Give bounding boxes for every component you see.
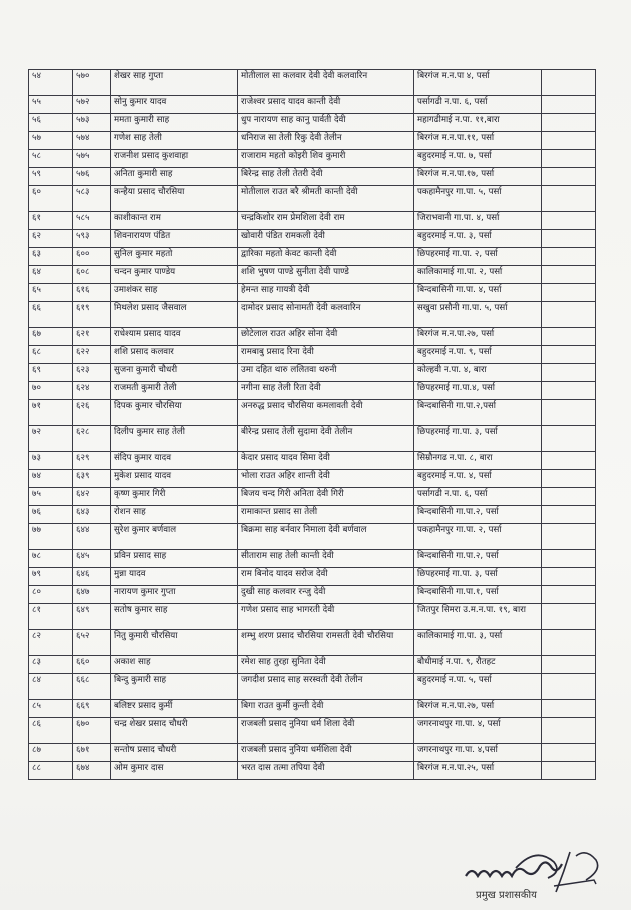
- name-cell: मिथलेश प्रसाद जैसवाल: [111, 302, 238, 328]
- roll-number-cell: ६४४: [73, 524, 111, 550]
- parents-cell: दुखी साह कलवार रन्जु देवी: [238, 586, 414, 604]
- name-cell: मुकेश प्रसाद यादव: [111, 470, 238, 488]
- roll-number-cell: ६४९: [73, 604, 111, 630]
- table-row: [29, 70, 596, 96]
- table-row: [29, 266, 596, 284]
- address-cell: पकहामैनपुर गा.पा. २, पर्सा: [414, 524, 542, 550]
- remarks-cell: [542, 762, 596, 780]
- address-cell: बिरगंज म.न.पा.१७, पर्सा: [414, 168, 542, 186]
- address-cell: बहुदरमाई न.पा. ९, पर्सा: [414, 346, 542, 364]
- parents-cell: रामाकान्त प्रसाद सा तेली: [238, 506, 414, 524]
- parents-cell: गणेश प्रसाद साह भागरती देवी: [238, 604, 414, 630]
- address-cell: छिपहरमाई गा.पा. ३, पर्सा: [414, 426, 542, 452]
- name-cell: ममता कुमारी साह: [111, 114, 238, 132]
- remarks-cell: [542, 568, 596, 586]
- address-cell: कालिकामाई गा.पा. ३, पर्सा: [414, 630, 542, 656]
- table-row: [29, 248, 596, 266]
- address-cell: बिरगंज म.न.पा.११, पर्सा: [414, 132, 542, 150]
- address-cell: जिराभवानी गा.पा. ४, पर्सा: [414, 212, 542, 230]
- roll-number-cell: ६७१: [73, 744, 111, 762]
- parents-cell: राजबली प्रसाद नुनिया धर्म शिला देवी: [238, 718, 414, 744]
- name-cell: राधेश्याम प्रसाद यादव: [111, 328, 238, 346]
- remarks-cell: [542, 150, 596, 168]
- address-cell: पकहामैनपुर गा.पा. ५, पर्सा: [414, 186, 542, 212]
- address-cell: छिपहरमाई गा.पा. ३, पर्सा: [414, 568, 542, 586]
- remarks-cell: [542, 400, 596, 426]
- table-row: [29, 568, 596, 586]
- remarks-cell: [542, 132, 596, 150]
- roll-number-cell: ५७६: [73, 168, 111, 186]
- address-cell: बिन्दबासिनी गा.पा. ४, पर्सा: [414, 284, 542, 302]
- name-cell: मुन्ना यादव: [111, 568, 238, 586]
- address-cell: जगरनाथपुर गा.पा. ४,पर्सा: [414, 744, 542, 762]
- name-cell: गणेश साह तेली: [111, 132, 238, 150]
- address-cell: पर्सागढी न.पा. ६, पर्सा: [414, 488, 542, 506]
- table-row: [29, 132, 596, 150]
- parents-cell: केदार प्रसाद यादव सिमा देवी: [238, 452, 414, 470]
- address-cell: बिन्दबासिनी गा.पा.२, पर्सा: [414, 506, 542, 524]
- address-cell: कालिकामाई गा.पा. २, पर्सा: [414, 266, 542, 284]
- serial-number-cell: ६१: [29, 212, 73, 230]
- parents-cell: राजेश्वर प्रसाद यादव कान्ती देवी: [238, 96, 414, 114]
- parents-cell: दामोदर प्रसाद सोनामती देवी कलवारिन: [238, 302, 414, 328]
- remarks-cell: [542, 744, 596, 762]
- parents-cell: अनरुद्ध प्रसाद चौरसिया कमलावती देवी: [238, 400, 414, 426]
- roll-number-cell: ५७४: [73, 132, 111, 150]
- serial-number-cell: ७१: [29, 400, 73, 426]
- address-cell: बिरगंज म.न.पा.२५, पर्सा: [414, 762, 542, 780]
- remarks-cell: [542, 346, 596, 364]
- name-cell: अकाश साह: [111, 656, 238, 674]
- remarks-cell: [542, 700, 596, 718]
- roll-number-cell: ५८३: [73, 186, 111, 212]
- remarks-cell: [542, 718, 596, 744]
- remarks-cell: [542, 488, 596, 506]
- name-cell: राजनीश प्रसाद कुशवाहा: [111, 150, 238, 168]
- serial-number-cell: ६३: [29, 248, 73, 266]
- remarks-cell: [542, 656, 596, 674]
- address-cell: बहुदरमाई न.पा. ७, पर्सा: [414, 150, 542, 168]
- name-cell: नितु कुमारी चौरसिया: [111, 630, 238, 656]
- parents-cell: रामबाबु प्रसाद रिना देवी: [238, 346, 414, 364]
- parents-cell: छोटेलाल राउत अहिर सोना देवी: [238, 328, 414, 346]
- serial-number-cell: ७३: [29, 452, 73, 470]
- name-cell: कृष्ण कुमार गिरी: [111, 488, 238, 506]
- parents-cell: राम बिनोद यादव सरोज देवी: [238, 568, 414, 586]
- parents-cell: नगीना साह तेली रिता देवी: [238, 382, 414, 400]
- roll-number-cell: ६६९: [73, 700, 111, 718]
- roll-number-cell: ६२२: [73, 346, 111, 364]
- address-cell: बहुदरमाई न.पा. ४, पर्सा: [414, 470, 542, 488]
- address-cell: सखुवा प्रसौनी गा.पा. ५, पर्सा: [414, 302, 542, 328]
- table-row: [29, 212, 596, 230]
- name-cell: रोशन साह: [111, 506, 238, 524]
- parents-cell: राजाराम महतो कोइरी शिव कुमारी: [238, 150, 414, 168]
- address-cell: बिरगंज म.न.पा ४, पर्सा: [414, 70, 542, 96]
- candidate-table: [28, 69, 596, 780]
- table-row: [29, 168, 596, 186]
- serial-number-cell: ८८: [29, 762, 73, 780]
- address-cell: बिन्दबासिनी गा.पा.२,पर्सा: [414, 400, 542, 426]
- remarks-cell: [542, 96, 596, 114]
- remarks-cell: [542, 186, 596, 212]
- roll-number-cell: ५९३: [73, 230, 111, 248]
- address-cell: सिम्रौनगढ न.पा. ८, बारा: [414, 452, 542, 470]
- remarks-cell: [542, 230, 596, 248]
- parents-cell: भरत दास तत्मा तपिया देवी: [238, 762, 414, 780]
- address-cell: बिन्दबासिनी गा.पा.२, पर्सा: [414, 550, 542, 568]
- parents-cell: शशि भुषण पाण्डे सुनीता देवी पाण्डे: [238, 266, 414, 284]
- serial-number-cell: ६६: [29, 302, 73, 328]
- remarks-cell: [542, 70, 596, 96]
- table-row: [29, 744, 596, 762]
- serial-number-cell: ८०: [29, 586, 73, 604]
- roll-number-cell: ६४३: [73, 506, 111, 524]
- name-cell: प्रविन प्रसाद साह: [111, 550, 238, 568]
- serial-number-cell: ८७: [29, 744, 73, 762]
- name-cell: सुजना कुमारी चौधरी: [111, 364, 238, 382]
- table-row: [29, 284, 596, 302]
- serial-number-cell: ६४: [29, 266, 73, 284]
- name-cell: नारायण कुमार गुप्ता: [111, 586, 238, 604]
- name-cell: संदिप कुमार यादव: [111, 452, 238, 470]
- roll-number-cell: ५८५: [73, 212, 111, 230]
- parents-cell: बिक्रमा साह बर्नवार निमाला देवी बर्णवाल: [238, 524, 414, 550]
- parents-cell: बिरेन्द्र साह तेली तेतरी देवी: [238, 168, 414, 186]
- table-row: [29, 506, 596, 524]
- serial-number-cell: ७७: [29, 524, 73, 550]
- address-cell: छिपहरमाई गा.पा. २, पर्सा: [414, 248, 542, 266]
- serial-number-cell: ५८: [29, 150, 73, 168]
- roll-number-cell: ६२६: [73, 400, 111, 426]
- name-cell: सुनिल कुमार महतो: [111, 248, 238, 266]
- name-cell: दिपक कुमार चौरसिया: [111, 400, 238, 426]
- parents-cell: राजबली प्रसाद नुनिया धर्मशिला देवी: [238, 744, 414, 762]
- name-cell: सोनु कुमार यादव: [111, 96, 238, 114]
- parents-cell: धुप नारायण साह कानु पार्वती देवी: [238, 114, 414, 132]
- serial-number-cell: ८२: [29, 630, 73, 656]
- address-cell: जगरनाथपुर गा.पा. ४, पर्सा: [414, 718, 542, 744]
- parents-cell: द्वारिका महतो केवट कान्ती देवी: [238, 248, 414, 266]
- table-row: [29, 604, 596, 630]
- remarks-cell: [542, 604, 596, 630]
- signature-title: प्रमुख प्रशासकीय: [476, 890, 537, 901]
- name-cell: बिन्दु कुमारी साह: [111, 674, 238, 700]
- serial-number-cell: ७९: [29, 568, 73, 586]
- address-cell: कोल्हवी न.पा. ४, बारा: [414, 364, 542, 382]
- roll-number-cell: ६७०: [73, 718, 111, 744]
- roll-number-cell: ६४२: [73, 488, 111, 506]
- remarks-cell: [542, 284, 596, 302]
- name-cell: बलिष्टर प्रसाद कुर्मी: [111, 700, 238, 718]
- table-row: [29, 452, 596, 470]
- address-cell: बिरगंज म.न.पा.२७, पर्सा: [414, 700, 542, 718]
- parents-cell: जगदीश प्रसाद साह सरस्वती देवी तेलीन: [238, 674, 414, 700]
- parents-cell: बिजय चन्द गिरी अनिता देवी गिरी: [238, 488, 414, 506]
- table-row: [29, 470, 596, 488]
- table-row: [29, 656, 596, 674]
- table-row: [29, 230, 596, 248]
- table-row: [29, 674, 596, 700]
- address-cell: महागढीमाई न.पा. ११,बारा: [414, 114, 542, 132]
- table-row: [29, 524, 596, 550]
- remarks-cell: [542, 674, 596, 700]
- table-row: [29, 550, 596, 568]
- table-row: [29, 302, 596, 328]
- name-cell: कन्हैया प्रसाद चौरसिया: [111, 186, 238, 212]
- remarks-cell: [542, 114, 596, 132]
- parents-cell: रमेश साह तुरहा सुनिता देवी: [238, 656, 414, 674]
- remarks-cell: [542, 506, 596, 524]
- address-cell: बिरगंज म.न.पा.२७, पर्सा: [414, 328, 542, 346]
- name-cell: ओम कुमार दास: [111, 762, 238, 780]
- serial-number-cell: ८६: [29, 718, 73, 744]
- name-cell: दिलीप कुमार साह तेली: [111, 426, 238, 452]
- serial-number-cell: ६०: [29, 186, 73, 212]
- table-row: [29, 400, 596, 426]
- serial-number-cell: ७६: [29, 506, 73, 524]
- remarks-cell: [542, 328, 596, 346]
- address-cell: पर्सागढी न.पा. ६, पर्सा: [414, 96, 542, 114]
- roll-number-cell: ५७५: [73, 150, 111, 168]
- address-cell: छिपहरमाई गा.पा.४, पर्सा: [414, 382, 542, 400]
- parents-cell: धनिराज सा तेली रिकु देवी तेलीन: [238, 132, 414, 150]
- roll-number-cell: ६४७: [73, 586, 111, 604]
- address-cell: बौधीमाई न.पा. ९, रौतहट: [414, 656, 542, 674]
- address-cell: बहुदरमाई न.पा. ३, पर्सा: [414, 230, 542, 248]
- serial-number-cell: ८४: [29, 674, 73, 700]
- roll-number-cell: ६१९: [73, 302, 111, 328]
- remarks-cell: [542, 470, 596, 488]
- roll-number-cell: ६३९: [73, 470, 111, 488]
- remarks-cell: [542, 266, 596, 284]
- table-row: [29, 150, 596, 168]
- parents-cell: शम्भु शरण प्रसाद चौरसिया रामसती देवी चौरसिया: [238, 630, 414, 656]
- serial-number-cell: ८३: [29, 656, 73, 674]
- serial-number-cell: ६९: [29, 364, 73, 382]
- roll-number-cell: ६२३: [73, 364, 111, 382]
- name-cell: राजमती कुमारी तेली: [111, 382, 238, 400]
- remarks-cell: [542, 248, 596, 266]
- parents-cell: बीरेन्द्र प्रसाद तेली सुदामा देवी तेलीन: [238, 426, 414, 452]
- parents-cell: मोतीलाल सा कलवार देवी देवी कलवारिन: [238, 70, 414, 96]
- roll-number-cell: ५७०: [73, 70, 111, 96]
- roll-number-cell: ६०८: [73, 266, 111, 284]
- parents-cell: खोवारी पंडित रामकली देवी: [238, 230, 414, 248]
- table-row: [29, 382, 596, 400]
- table-row: [29, 586, 596, 604]
- serial-number-cell: ८५: [29, 700, 73, 718]
- serial-number-cell: ५४: [29, 70, 73, 96]
- serial-number-cell: ८१: [29, 604, 73, 630]
- table-row: [29, 762, 596, 780]
- remarks-cell: [542, 212, 596, 230]
- serial-number-cell: ६५: [29, 284, 73, 302]
- remarks-cell: [542, 630, 596, 656]
- table-row: [29, 700, 596, 718]
- roll-number-cell: ६००: [73, 248, 111, 266]
- roll-number-cell: ६२८: [73, 426, 111, 452]
- serial-number-cell: ६२: [29, 230, 73, 248]
- serial-number-cell: ७२: [29, 426, 73, 452]
- roll-number-cell: ६५२: [73, 630, 111, 656]
- remarks-cell: [542, 452, 596, 470]
- remarks-cell: [542, 364, 596, 382]
- name-cell: काशीकान्त राम: [111, 212, 238, 230]
- table-row: [29, 488, 596, 506]
- parents-cell: हेमन्त साह गायत्री देवी: [238, 284, 414, 302]
- parents-cell: उमा दहित थारु ललितवा थरुनी: [238, 364, 414, 382]
- remarks-cell: [542, 168, 596, 186]
- roll-number-cell: ६२१: [73, 328, 111, 346]
- parents-cell: सीताराम साह तेली कान्ती देवी: [238, 550, 414, 568]
- address-cell: बिन्दबासिनी गा.पा.१, पर्सा: [414, 586, 542, 604]
- serial-number-cell: ७५: [29, 488, 73, 506]
- name-cell: शेखर साह गुप्ता: [111, 70, 238, 96]
- serial-number-cell: ७४: [29, 470, 73, 488]
- serial-number-cell: ५७: [29, 132, 73, 150]
- parents-cell: भोला राउत अहिर शान्ती देवी: [238, 470, 414, 488]
- name-cell: उमाशंकर साह: [111, 284, 238, 302]
- roll-number-cell: ५७३: [73, 114, 111, 132]
- name-cell: चन्दन कुमार पाण्डेय: [111, 266, 238, 284]
- roll-number-cell: ६७४: [73, 762, 111, 780]
- serial-number-cell: ५५: [29, 96, 73, 114]
- signature-caption: [476, 887, 537, 901]
- table-row: [29, 96, 596, 114]
- parents-cell: बिगा राउत कुर्मी कुन्ती देवी: [238, 700, 414, 718]
- remarks-cell: [542, 550, 596, 568]
- name-cell: चन्द्र शेखर प्रसाद चौधरी: [111, 718, 238, 744]
- parents-cell: चन्द्रकिशोर राम प्रेमशिला देवी राम: [238, 212, 414, 230]
- table-row: [29, 718, 596, 744]
- address-cell: जितपुर सिमरा उ.म.न.पा. १९, बारा: [414, 604, 542, 630]
- name-cell: सतोष कुमार साह: [111, 604, 238, 630]
- roll-number-cell: ६१६: [73, 284, 111, 302]
- table-row: [29, 346, 596, 364]
- remarks-cell: [542, 382, 596, 400]
- name-cell: सन्तोष प्रसाद चौधरी: [111, 744, 238, 762]
- serial-number-cell: ५९: [29, 168, 73, 186]
- roll-number-cell: ६४६: [73, 568, 111, 586]
- serial-number-cell: ७८: [29, 550, 73, 568]
- table-row: [29, 630, 596, 656]
- roll-number-cell: ६४५: [73, 550, 111, 568]
- name-cell: शशि प्रसाद कलवार: [111, 346, 238, 364]
- table-row: [29, 364, 596, 382]
- table-row: [29, 114, 596, 132]
- roll-number-cell: ६६८: [73, 674, 111, 700]
- remarks-cell: [542, 524, 596, 550]
- serial-number-cell: ६७: [29, 328, 73, 346]
- serial-number-cell: ५६: [29, 114, 73, 132]
- roll-number-cell: ६२४: [73, 382, 111, 400]
- table-body: [29, 70, 596, 780]
- parents-cell: मोतीलाल राउत बरै श्रीमती कान्ती देवी: [238, 186, 414, 212]
- name-cell: सुरेश कुमार बर्णवाल: [111, 524, 238, 550]
- serial-number-cell: ७०: [29, 382, 73, 400]
- roll-number-cell: ५७२: [73, 96, 111, 114]
- table-row: [29, 426, 596, 452]
- remarks-cell: [542, 586, 596, 604]
- roll-number-cell: ६२९: [73, 452, 111, 470]
- serial-number-cell: ६८: [29, 346, 73, 364]
- table-row: [29, 186, 596, 212]
- address-cell: बहुदरमाई न.पा. ५, पर्सा: [414, 674, 542, 700]
- name-cell: अनिता कुमारी साह: [111, 168, 238, 186]
- table-row: [29, 328, 596, 346]
- name-cell: शिवनारायण पंडित: [111, 230, 238, 248]
- roll-number-cell: ६६०: [73, 656, 111, 674]
- remarks-cell: [542, 426, 596, 452]
- remarks-cell: [542, 302, 596, 328]
